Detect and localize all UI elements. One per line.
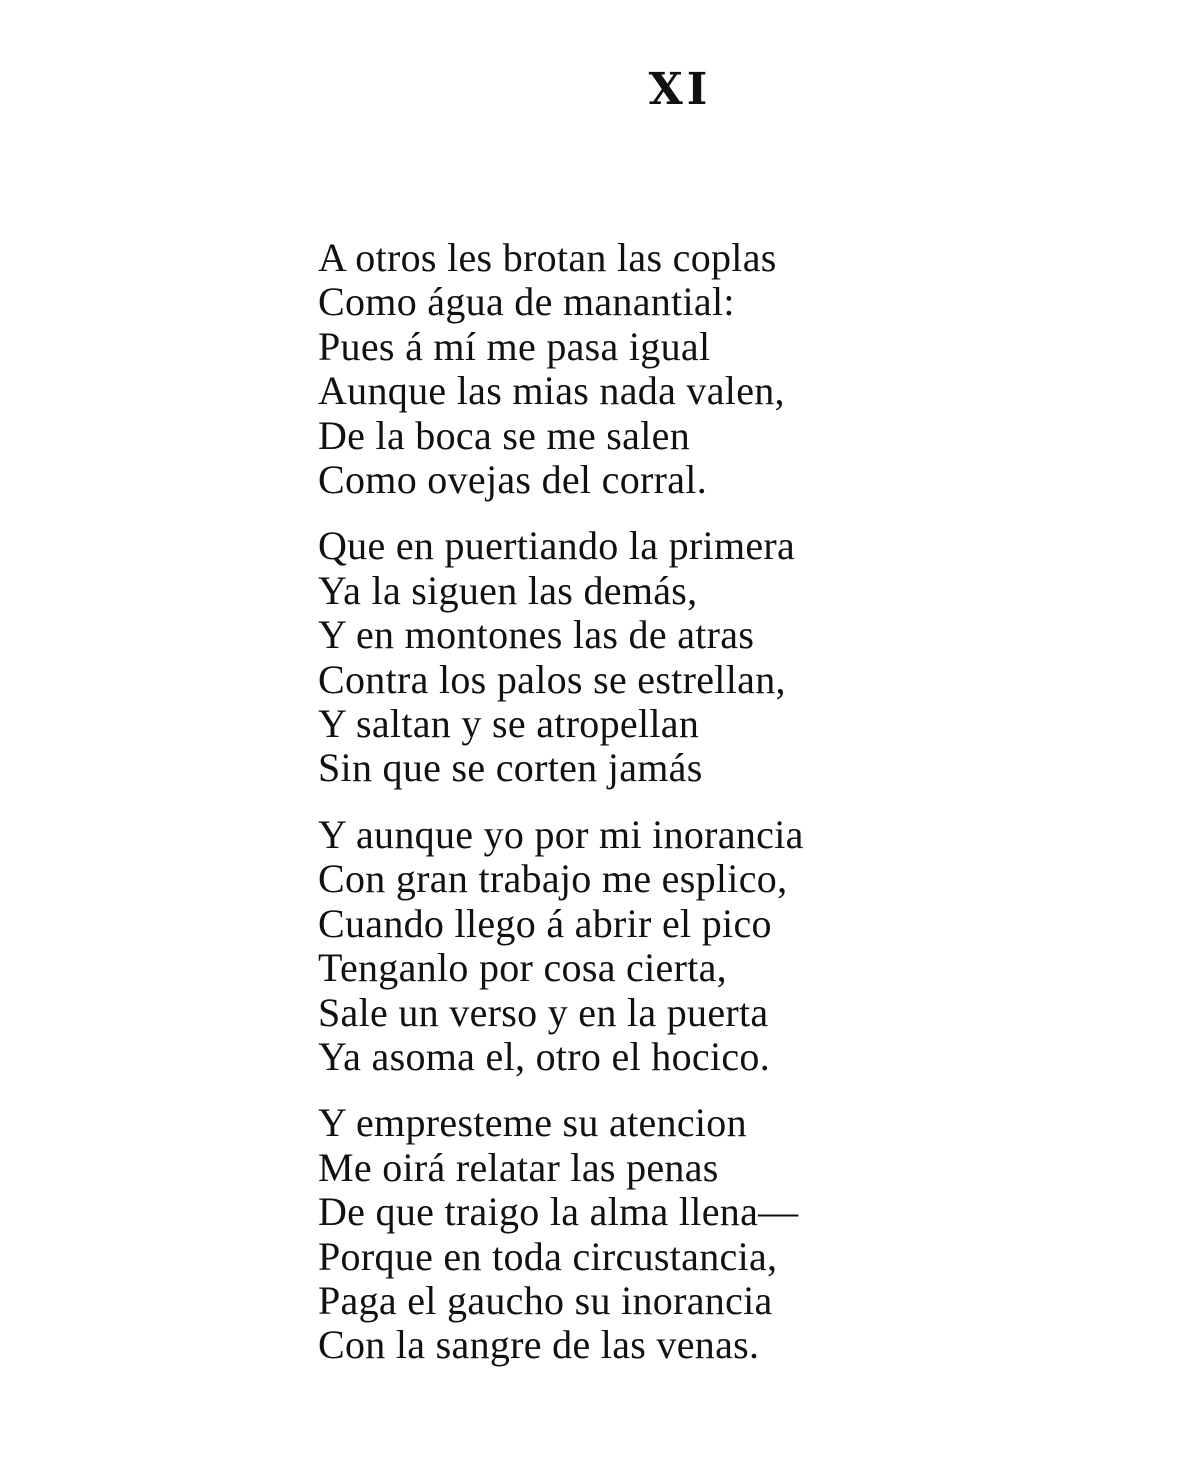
verse-line: Pues á mí me pasa igual (318, 323, 711, 369)
verse-line: Ya la siguen las demás, (318, 567, 698, 613)
section-numeral: XI (648, 64, 712, 115)
verse-line: A otros les brotan las coplas (318, 235, 777, 280)
verse-line: De la boca se me salen (318, 412, 690, 458)
poem-body (318, 236, 938, 1390)
verse-line: Contra los palos se estrellan, (318, 656, 786, 702)
verse-line: Me oirá relatar las penas (318, 1144, 719, 1190)
verse-line: Paga el gaucho su inorancia (318, 1277, 773, 1323)
verse-line: Y en montones las de atras (318, 612, 755, 658)
verse-line: Y saltan y se atropellan (318, 701, 700, 747)
verse-line: Porque en toda circustancia, (318, 1233, 778, 1279)
verse-line: Como água de manantial: (318, 279, 735, 325)
verse-line: Con gran trabajo me esplico, (318, 856, 788, 902)
verse-line: Tenganlo por cosa cierta, (318, 945, 727, 991)
verse-line: Como ovejas del corral. (318, 457, 708, 503)
verse-line: Ya asoma el, otro el hocico. (318, 1033, 771, 1079)
verse-line: Con la sangre de las venas. (318, 1322, 760, 1368)
verse-line: De que traigo la alma llena— (318, 1189, 799, 1235)
stanza-3 (318, 813, 938, 1079)
verse-line: Que en puertiando la primera (318, 523, 796, 569)
verse-line: Aunque las mias nada valen, (318, 368, 785, 414)
verse-line: Cuando llego á abrir el pico (318, 900, 772, 946)
verse-line: Y empresteme su atencion (318, 1100, 747, 1146)
verse-line: Y aunque yo por mi inorancia (318, 811, 804, 857)
stanza-4 (318, 1101, 938, 1367)
stanza-2 (318, 524, 938, 790)
verse-line: Sale un verso y en la puerta (318, 989, 769, 1035)
verse-line: Sin que se corten jamás (318, 745, 703, 791)
stanza-1 (318, 236, 938, 502)
